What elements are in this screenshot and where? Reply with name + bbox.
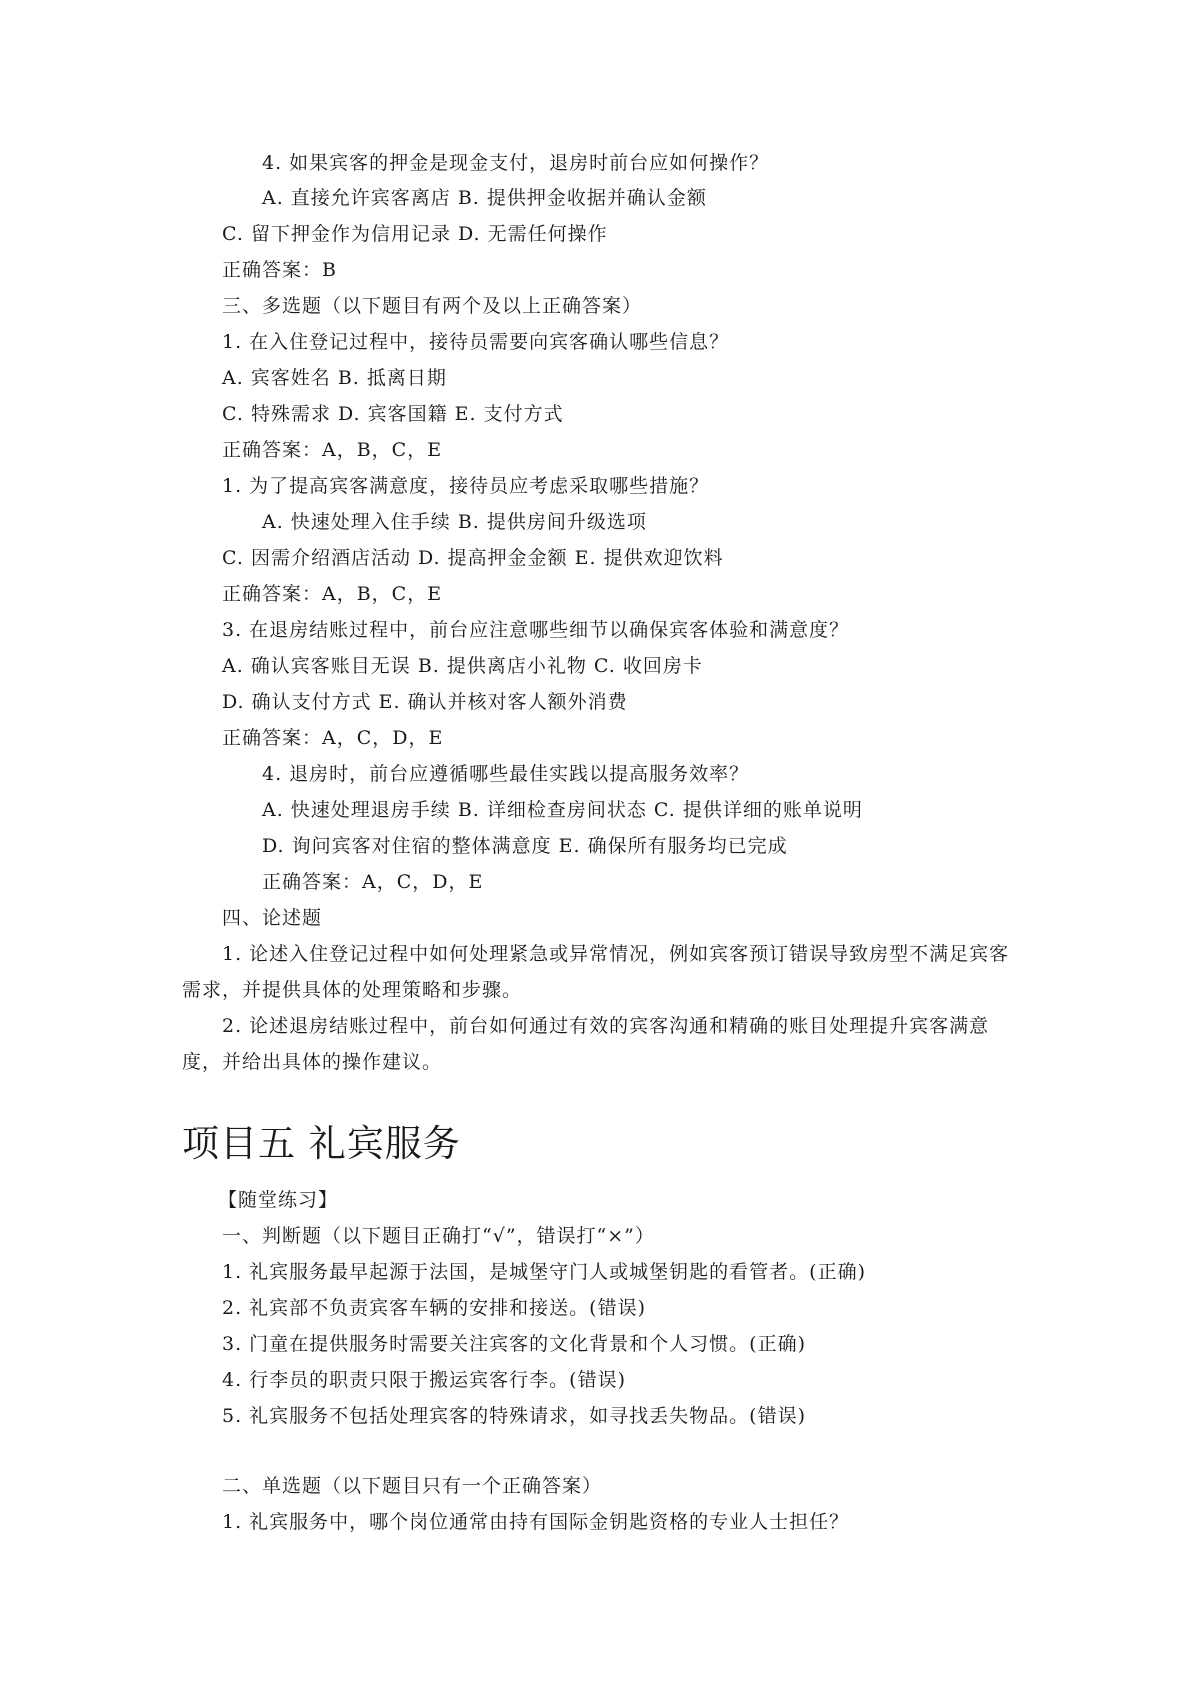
single-question-1: 1. 礼宾服务中，哪个岗位通常由持有国际金钥匙资格的专业人士担任？ bbox=[222, 1511, 850, 1533]
practice-label: 【随堂练习】 bbox=[218, 1189, 339, 1211]
multi-question-2: 1. 为了提高宾客满意度，接待员应考虑采取哪些措施？ bbox=[222, 475, 710, 497]
multi-question-1-answer: 正确答案：A，B，C，E bbox=[222, 439, 443, 461]
section-multiple-choice-title: 三、多选题（以下题目有两个及以上正确答案） bbox=[222, 295, 643, 317]
multi-question-1-options-ab: A. 宾客姓名 B. 抵离日期 bbox=[222, 367, 447, 389]
multi-question-1-options-cde: C. 特殊需求 D. 宾客国籍 E. 支付方式 bbox=[222, 403, 564, 425]
section-essay-title: 四、论述题 bbox=[222, 907, 323, 929]
multi-question-4-options-de: D. 询问宾客对住宿的整体满意度 E. 确保所有服务均已完成 bbox=[262, 835, 788, 857]
multi-question-4-answer: 正确答案：A，C，D，E bbox=[262, 871, 484, 893]
question-4-options-cd: C. 留下押金作为信用记录 D. 无需任何操作 bbox=[222, 223, 608, 245]
essay-question-1: 1. 论述入住登记过程中如何处理紧急或异常情况，例如宾客预订错误导致房型不满足宾客需求，并提供具体的处理策略和步骤。 bbox=[182, 943, 1010, 1001]
true-false-item-1: 1. 礼宾服务最早起源于法国，是城堡守门人或城堡钥匙的看管者。(正确) bbox=[222, 1261, 866, 1283]
multi-question-3-options-abc: A. 确认宾客账目无误 B. 提供离店小礼物 C. 收回房卡 bbox=[222, 655, 703, 677]
section-single-choice-title: 二、单选题（以下题目只有一个正确答案） bbox=[222, 1475, 603, 1497]
project-heading: 项目五 礼宾服务 bbox=[182, 1122, 461, 1165]
question-4-answer: 正确答案：B bbox=[222, 259, 337, 281]
multi-question-3-answer: 正确答案：A，C，D，E bbox=[222, 727, 444, 749]
multi-question-2-options-cde: C. 因需介绍酒店活动 D. 提高押金金额 E. 提供欢迎饮料 bbox=[222, 547, 724, 569]
multi-question-2-answer: 正确答案：A，B，C，E bbox=[222, 583, 443, 605]
question-4-options-ab: A. 直接允许宾客离店 B. 提供押金收据并确认金额 bbox=[262, 187, 707, 209]
multi-question-4: 4. 退房时，前台应遵循哪些最佳实践以提高服务效率？ bbox=[262, 763, 750, 785]
true-false-item-5: 5. 礼宾服务不包括处理宾客的特殊请求，如寻找丢失物品。(错误) bbox=[222, 1405, 806, 1427]
essay-question-2: 2. 论述退房结账过程中，前台如何通过有效的宾客沟通和精确的账目处理提升宾客满意度，并给出具体的操作建议。 bbox=[182, 1015, 990, 1073]
multi-question-4-options-abc: A. 快速处理退房手续 B. 详细检查房间状态 C. 提供详细的账单说明 bbox=[262, 799, 863, 821]
section-true-false-title: 一、判断题（以下题目正确打“√”，错误打“×”） bbox=[222, 1225, 655, 1247]
multi-question-2-options-ab: A. 快速处理入住手续 B. 提供房间升级选项 bbox=[262, 511, 647, 533]
true-false-item-3: 3. 门童在提供服务时需要关注宾客的文化背景和个人习惯。(正确) bbox=[222, 1333, 806, 1355]
true-false-item-4: 4. 行李员的职责只限于搬运宾客行李。(错误) bbox=[222, 1369, 626, 1391]
question-4: 4. 如果宾客的押金是现金支付，退房时前台应如何操作？ bbox=[262, 152, 770, 174]
multi-question-1: 1. 在入住登记过程中，接待员需要向宾客确认哪些信息？ bbox=[222, 331, 730, 353]
multi-question-3: 3. 在退房结账过程中，前台应注意哪些细节以确保宾客体验和满意度？ bbox=[222, 619, 850, 641]
multi-question-3-options-de: D. 确认支付方式 E. 确认并核对客人额外消费 bbox=[222, 691, 628, 713]
true-false-item-2: 2. 礼宾部不负责宾客车辆的安排和接送。(错误) bbox=[222, 1297, 646, 1319]
